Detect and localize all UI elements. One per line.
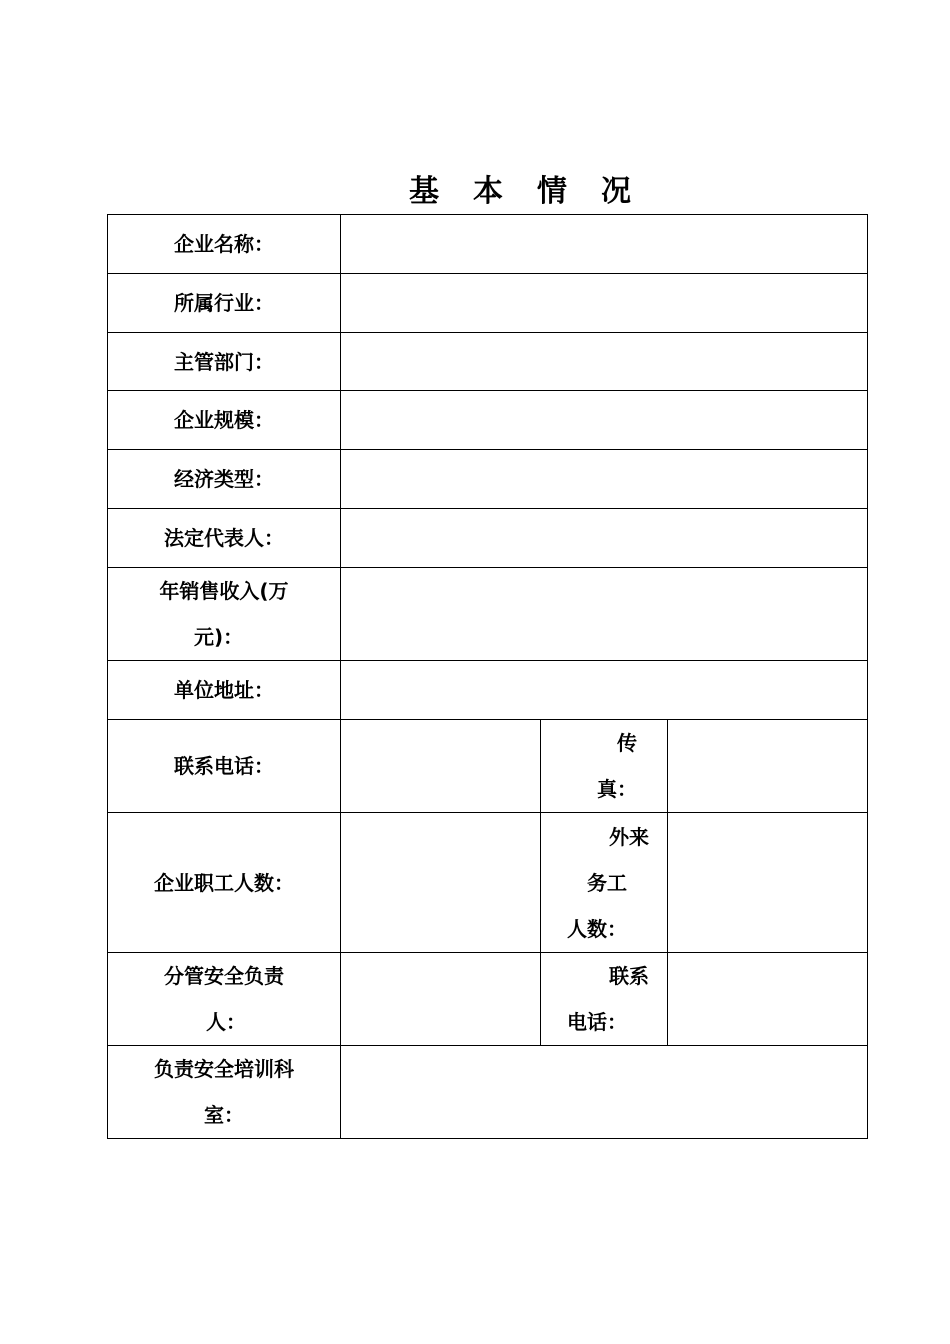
outside-workers-label-line1: 外来 [609, 824, 649, 849]
basic-info-table [107, 214, 868, 1139]
economic-type-field[interactable] [341, 450, 868, 509]
contact-phone-label [541, 953, 668, 1046]
fax-label-line2: 真： [597, 777, 637, 801]
employees-field[interactable] [341, 813, 541, 953]
safety-head-label [108, 953, 341, 1046]
outside-workers-label [541, 813, 668, 953]
fax-field[interactable] [668, 720, 868, 813]
scale-field[interactable] [341, 391, 868, 450]
legal-rep-field[interactable] [341, 509, 868, 568]
address-field[interactable] [341, 661, 868, 720]
company-name-label: 企业名称： [108, 215, 341, 274]
annual-sales-label-line1: 年销售收入(万 [159, 579, 289, 603]
outside-workers-field[interactable] [668, 813, 868, 953]
title-char: 情 [537, 174, 567, 209]
title-char: 本 [473, 174, 503, 209]
title-char: 况 [601, 174, 631, 209]
title-char: 基 [409, 174, 439, 209]
legal-rep-label: 法定代表人： [108, 509, 341, 568]
training-dept-field[interactable] [341, 1046, 868, 1139]
address-label: 单位地址： [108, 661, 341, 720]
contact-phone-field[interactable] [668, 953, 868, 1046]
outside-workers-label-line3: 人数： [567, 916, 627, 941]
employees-label: 企业职工人数： [108, 813, 341, 953]
department-label: 主管部门： [108, 333, 341, 391]
training-dept-label-line2: 室： [204, 1103, 244, 1127]
page-title [0, 172, 950, 212]
training-dept-label-line1: 负责安全培训科 [154, 1057, 294, 1081]
company-name-field[interactable] [341, 215, 868, 274]
fax-label [541, 720, 668, 813]
industry-field[interactable] [341, 274, 868, 333]
phone-label: 联系电话： [108, 720, 341, 813]
annual-sales-label [108, 568, 341, 661]
phone-field[interactable] [341, 720, 541, 813]
contact-phone-label-line2: 电话： [567, 1010, 627, 1034]
annual-sales-label-line2: 元)： [194, 625, 244, 649]
outside-workers-label-line2: 务工 [587, 870, 627, 895]
economic-type-label: 经济类型： [108, 450, 341, 509]
scale-label: 企业规模： [108, 391, 341, 450]
industry-label: 所属行业： [108, 274, 341, 333]
annual-sales-field[interactable] [341, 568, 868, 661]
contact-phone-label-line1: 联系 [609, 964, 649, 988]
safety-head-label-line2: 人： [206, 1010, 246, 1034]
department-field[interactable] [341, 333, 868, 391]
safety-head-label-line1: 分管安全负责 [164, 964, 284, 988]
safety-head-field[interactable] [341, 953, 541, 1046]
training-dept-label [108, 1046, 341, 1139]
fax-label-line1: 传 [617, 731, 637, 755]
